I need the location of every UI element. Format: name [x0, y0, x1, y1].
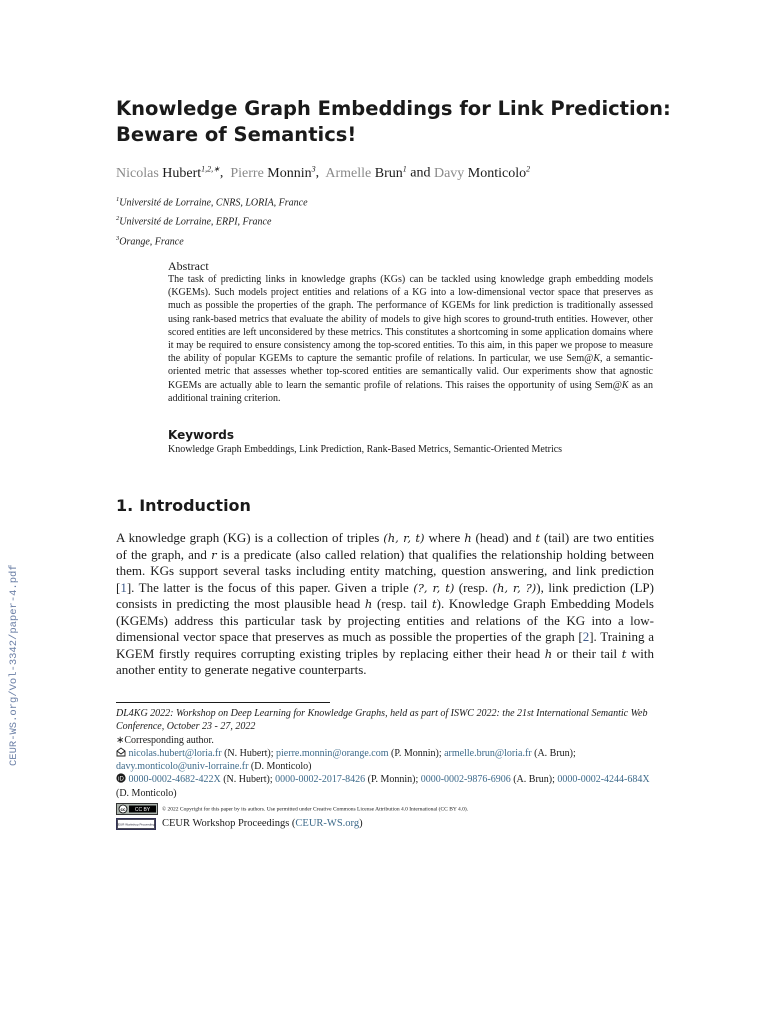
footnote-divider — [116, 702, 330, 703]
abstract-heading: Abstract — [168, 259, 209, 273]
abstract-text-1: The task of predicting links in knowledge graphs (KGs) can be tackled using knowledge graph embedding models (KGEMs). Such models project entities and relations of a KG into a low-dimensional vector space that preserves as much as possible the properties of the graph. The performance of KGEMs for link prediction is traditionally assessed using rank-based metrics that evaluate the ability of models to give high scores to ground-truth entities. However, other scored entities are left unconsidered by these metrics. This constitutes a shortcoming in some application domains where it may be required to ensure consistency among the top-scored entities. To this aim, in this paper we propose to measure the ability of popular KGEMs to capture the semantic profile of relations. In particular, we use Sem@ — [168, 274, 653, 365]
math-t: t — [621, 646, 627, 661]
author-given-name: Nicolas — [116, 165, 159, 181]
email-link[interactable]: davy.monticolo@univ-lorraine.fr — [116, 761, 249, 773]
author-given-name: Davy — [433, 165, 465, 181]
affiliation-text: Université de Lorraine, ERPI, France — [119, 216, 272, 228]
author-family-name: Monnin — [267, 165, 312, 181]
proceedings-line: CEUR Workshop Proceedings CEUR Workshop Proceedings (CEUR-WS.org) — [117, 818, 363, 830]
title-line-1: Knowledge Graph Embeddings for Link Prediction: — [116, 97, 671, 120]
email-link[interactable]: pierre.monnin@orange.com — [276, 747, 389, 759]
affiliation-text: Université de Lorraine, CNRS, LORIA, France — [119, 197, 308, 209]
math-h: h — [544, 646, 553, 661]
affiliation-2 — [116, 211, 676, 230]
math-t: t — [432, 597, 437, 611]
orcid-link[interactable]: 0000-0002-9876-6906 — [420, 774, 511, 786]
citation-link[interactable]: 2 — [582, 629, 590, 644]
affiliation-mark: 2 — [116, 215, 120, 223]
author-family-name: Hubert — [162, 165, 202, 181]
paper-title — [116, 96, 676, 148]
abstract-text-2: , a semantic-oriented metric that assesses whether top-scored entities are semantically valid. Our experiments show that agnostic KGEMs are actually able to learn the semantic profile of relations. This raises the opportunity of using Sem@ — [168, 353, 654, 391]
orcid-link[interactable]: 0000-0002-4682-422X — [128, 774, 221, 786]
math-triple: (h, r, ?) — [492, 580, 537, 595]
math-h: h — [364, 597, 373, 611]
ceur-logo-icon — [117, 819, 155, 829]
keywords-text: Knowledge Graph Embeddings, Link Prediction, Rank-Based Metrics, Semantic-Oriented Metrics — [168, 444, 563, 455]
svg-text:cc: cc — [120, 806, 126, 812]
author-4 — [434, 166, 530, 181]
math-r: r — [211, 547, 217, 562]
email-line: nicolas.hubert@loria.fr (N. Hubert); pierre.monnin@orange.com (P. Monnin); armelle.brun@loria.fr (A. Brun); davy.monticolo@univ-lorraine.fr (D. Monticolo) — [116, 747, 576, 773]
author-2 — [230, 166, 315, 181]
math-h: h — [464, 531, 472, 545]
ceur-ws-link[interactable]: CEUR-WS.org — [295, 818, 360, 830]
orcid-link[interactable]: 0000-0002-4244-684X — [557, 774, 650, 786]
abstract-text-3: as an additional training criterion. — [168, 379, 653, 404]
title-line-2: Beware of Semantics! — [116, 123, 357, 146]
affiliation-1 — [116, 192, 676, 211]
proceedings-text: CEUR Workshop Proceedings ( — [162, 818, 296, 830]
svg-text:CC BY: CC BY — [134, 807, 151, 814]
author-given-name: Pierre — [230, 165, 264, 181]
abstract-body — [168, 273, 653, 405]
author-3 — [325, 166, 406, 181]
abstract-math-k: K — [621, 379, 629, 391]
keywords-heading: Keywords — [168, 428, 235, 442]
section-title: Introduction — [139, 496, 251, 515]
section-number: 1. — [116, 496, 134, 515]
author-and: and — [410, 165, 431, 181]
math-triple: (?, r, t) — [413, 580, 455, 595]
ceur-logo — [116, 818, 156, 830]
license-text: © 2022 Copyright for this paper by its authors. Use permitted under Creative Commons License Attribution 4.0 International (CC BY 4.0). — [162, 806, 469, 813]
author-family-name: Monticolo — [467, 165, 527, 181]
author-given-name: Armelle — [325, 165, 372, 181]
author-marks: 2 — [526, 164, 531, 173]
orcid-link[interactable]: 0000-0002-2017-8426 — [275, 774, 366, 786]
sidebar-url-label[interactable]: CEUR-WS.org/Vol-3342/paper-4.pdf — [8, 564, 20, 766]
section-heading — [116, 496, 257, 515]
affiliation-text: Orange, France — [119, 235, 184, 247]
email-link[interactable]: armelle.brun@loria.fr — [444, 747, 532, 759]
svg-text:iD: iD — [118, 776, 124, 783]
author-marks: 1,2,∗ — [201, 164, 220, 173]
affiliation-mark: 1 — [116, 196, 120, 203]
footnotes — [116, 707, 656, 831]
author-family-name: Brun — [374, 165, 403, 181]
svg-text:CEUR Workshop Proceedings: CEUR Workshop Proceedings — [117, 822, 155, 827]
email-icon — [116, 747, 126, 757]
cc-license-badge[interactable] — [116, 803, 158, 815]
affiliations — [116, 192, 676, 250]
author-marks: 3 — [311, 164, 316, 173]
workshop-note: DL4KG 2022: Workshop on Deep Learning for Knowledge Graphs, held as part of ISWC 2022: the 21st International Semantic Web Conference, October 23 - 27, 2022 — [116, 708, 648, 733]
email-link[interactable]: nicolas.hubert@loria.fr — [128, 747, 222, 759]
affiliation-3 — [116, 231, 676, 250]
author-marks: 1 — [402, 164, 407, 173]
license-line — [116, 803, 656, 815]
abstract-math-k: K — [593, 353, 600, 365]
math-triple: (h, r, t) — [383, 531, 425, 545]
introduction-paragraph: A knowledge graph (KG) is a collection of triples (h, r, t) where h (head) and t (tail) are two entities of the graph, and r is a predicate (also called relation) that qualifies the relationship holding between them. KGs support several tasks including entity matching, question answering, and link prediction [1]. The latter is the focus of this paper. Given a triple (?, r, t) (resp. (h, r, ?)), link prediction (LP) consists in predicting the most plausible head h (resp. tail t). Knowledge Graph Embedding Models (KGEMs) address this particular task by projecting entities and relations of the KG into a low-dimensional vector space that preserves as much as possible the properties of the graph [2]. Training a KGEM firstly requires corrupting existing triples by replacing either their head h or their tail t with another entity to generate negative counterparts. — [116, 530, 655, 677]
orcid-icon — [116, 773, 126, 783]
corresponding-note: ∗Corresponding author. — [116, 734, 214, 746]
author-list: Nicolas Hubert$^{1,2,∗}$, Pierre Monnin$^3$, Armelle Brun$^1$ and Davy Monticolo$^2$ — [116, 164, 531, 181]
citation-link[interactable]: 1 — [120, 579, 127, 595]
cc-by-icon — [117, 804, 157, 814]
math-t: t — [535, 531, 541, 545]
affiliation-mark: 3 — [116, 234, 120, 242]
author-1 — [116, 166, 220, 181]
orcid-line: iD 0000-0002-4682-422X (N. Hubert); 0000-0002-2017-8426 (P. Monnin); 0000-0002-9876-6906 (A. Brun); 0000-0002-4244-684X (D. Monticolo) — [116, 774, 650, 799]
